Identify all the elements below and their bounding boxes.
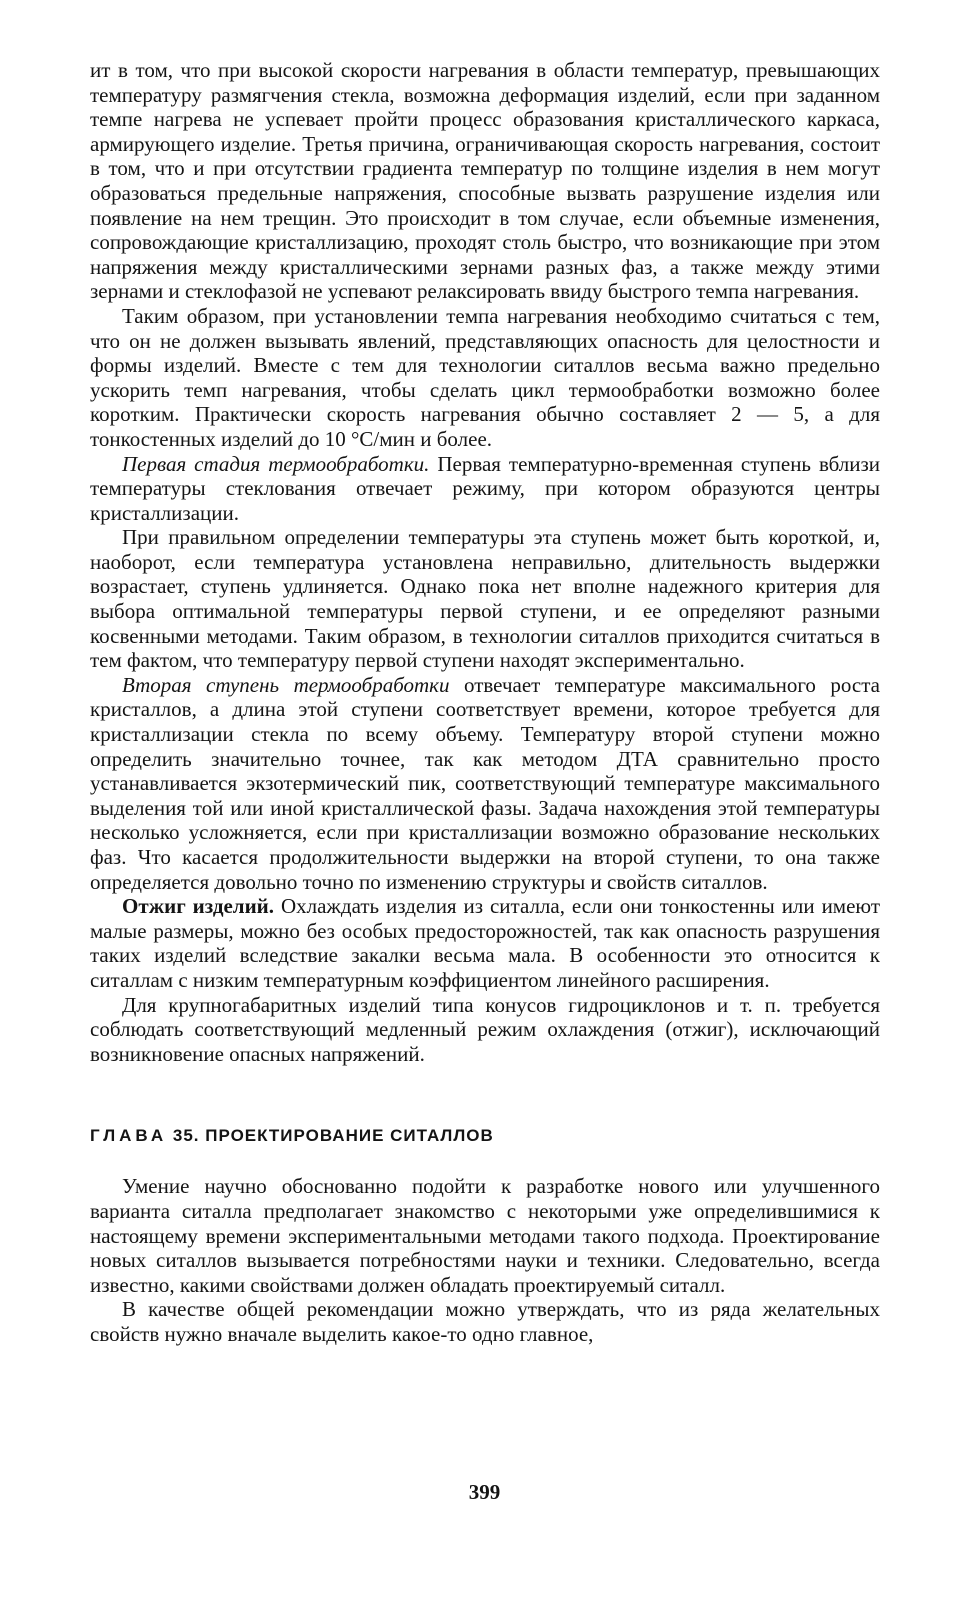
second-stage-text: отвечает температуре максимального роста кристаллов, а длина этой ступени соответствует времени, которое требуется для кристаллизации стекла по всему объему. Температуру второй ступени можно определить значительно точнее, так как методом ДТА сравнительно просто устанавливается экзотермический пик, соответствующий температуре максимального выделения той или иной кристаллической фазы. Задача нахождения этой температуры несколько усложняется, если при кристаллизации возможно образование нескольких фаз. Что касается продолжительности выдержки на второй ступени, то она также определяется довольно точно по изменению структуры и свойств ситаллов. (90, 672, 880, 894)
first-stage-text: Первая температурно-временная ступень вблизи температуры стеклования отвечает режиму, при котором образуются центры кристаллизации. (90, 451, 881, 525)
second-stage-run-in-heading: Вторая ступень термообработки (122, 672, 450, 697)
paragraph-large-products: Для крупногабаритных изделий типа конусов гидроциклонов и т. п. требуется соблюдать соответствующий медленный режим охлаждения (отжиг), исключающий возникновение опасных напряжений. (90, 992, 880, 1066)
first-stage-run-in-heading: Первая стадия термообработки. (122, 451, 430, 476)
paragraph-heating-rate: Таким образом, при установлении темпа нагревания необходимо считаться с тем, что он не должен вызывать явлений, представляющих опасность для целостности и формы изделий. Вместе с тем для технологии ситаллов весьма важно предельно ускорить темп нагревания, чтобы сделать цикл термообработки возможно более коротким. Практически скорость нагревания обычно составляет 2 — 5, а для тонкостенных изделий до 10 °С/мин и более. (90, 303, 880, 451)
chapter-title: 35. ПРОЕКТИРОВАНИЕ СИТАЛЛОВ (172, 1126, 494, 1146)
paragraph-second-stage (90, 673, 880, 894)
chapter-heading (90, 1126, 880, 1146)
paragraph-first-stage (90, 452, 880, 526)
annealing-run-in-heading: Отжиг изделий. (122, 894, 275, 919)
paragraph-annealing (90, 894, 880, 992)
paragraph-first-stage-temperature: При правильном определении температуры эта ступень может быть короткой, и, наоборот, если температура установлена неправильно, длительность выдержки возрастает, ступень удлиняется. Однако пока нет вполне надежного критерия для выбора оптимальной температуры первой ступени, и ее определяют разными косвенными методами. Таким образом, в технологии ситаллов приходится считаться в тем фактом, что температуру первой ступени находят экспериментально. (90, 525, 880, 673)
page-body (90, 58, 880, 1347)
annealing-text: Охлаждать изделия из ситалла, если они тонкостенны или имеют малые размеры, можно без особых предосторожностей, так как опасность разрушения таких изделий вследствие закалки весьма мала. В особенности это относится к ситаллам с низким температурным коэффициентом линейного расширения. (90, 894, 881, 992)
paragraph-chapter-intro: Умение научно обоснованно подойти к разработке нового или улучшенного варианта ситалла предполагает знакомство с некоторыми уже определившимися к настоящему времени экспериментальными методами такого подхода. Проектирование новых ситаллов вызывается потребностями науки и техники. Следовательно, всегда известно, какими свойствами должен обладать проектируемый ситалл. (90, 1174, 880, 1297)
chapter-label: ГЛАВА (90, 1126, 168, 1146)
paragraph-chapter-recommendation: В качестве общей рекомендации можно утверждать, что из ряда желательных свойств нужно вначале выделить какое-то одно главное, (90, 1297, 880, 1346)
paragraph-continuation: ит в том, что при высокой скорости нагревания в области температур, превышающих температуру размягчения стекла, возможна деформация изделий, если при заданном темпе нагрева не успевает пройти процесс образования кристаллического каркаса, армирующего изделие. Третья причина, ограничивающая скорость нагревания, состоит в том, что и при отсутствии градиента температур по толщине изделия в нем могут образоваться предельные напряжения, способные вызвать разрушение изделия или появление на нем трещин. Это происходит в том случае, если объемные изменения, сопровождающие кристаллизацию, проходят столь быстро, что возникающие при этом напряжения между кристаллическими зернами разных фаз, а также между этими зернами и стеклофазой не успевают релаксировать ввиду быстрого темпа нагревания. (90, 58, 880, 304)
page-number: 399 (468, 1480, 501, 1504)
